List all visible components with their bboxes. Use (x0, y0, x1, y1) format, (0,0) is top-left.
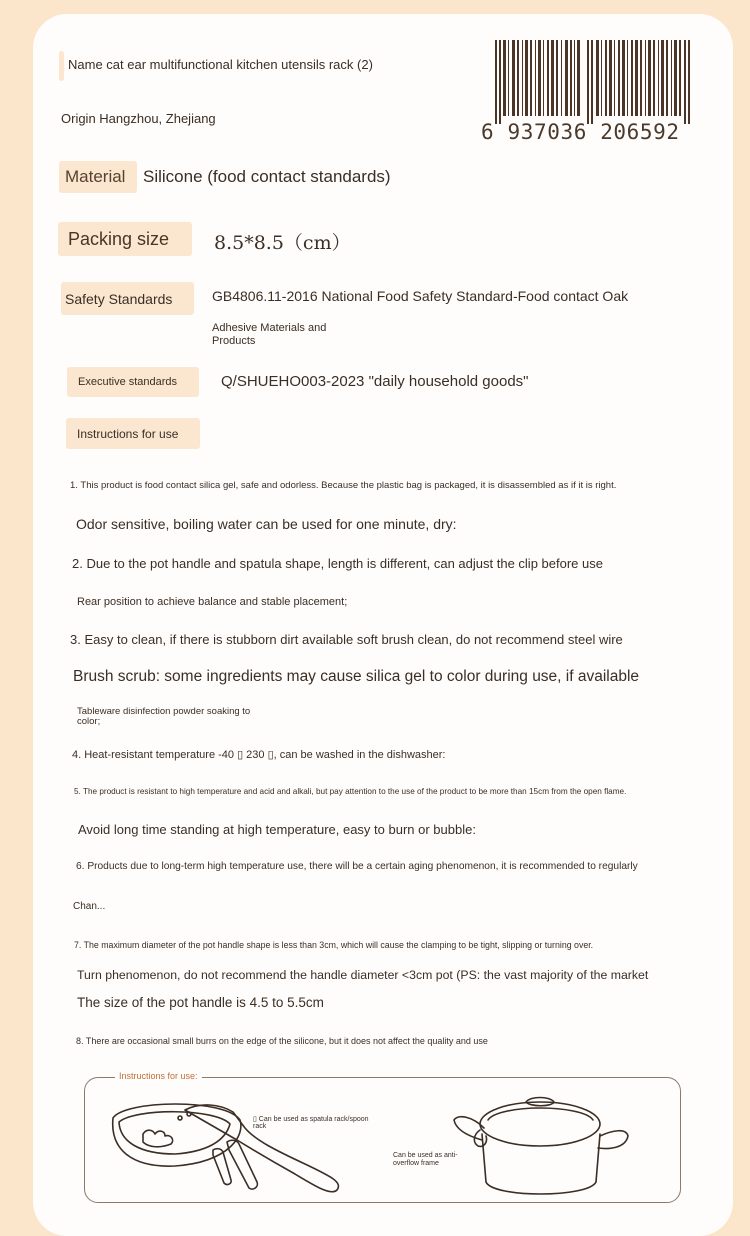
instruction-line-5: 3. Easy to clean, if there is stubborn dirt available soft brush clean, do not recommend steel wire (70, 632, 623, 647)
instruction-line-16: 8. There are occasional small burrs on the edge of the silicone, but it does not affect the quality and use (76, 1036, 488, 1046)
instruction-line-8: 4. Heat-resistant temperature -40 ▯ 230 ▯, can be washed in the dishwasher: (72, 749, 446, 761)
usage-caption-1a: ▯ Can be used as spatula rack/spoon (253, 1116, 369, 1123)
instruction-line-7b: color; (77, 716, 101, 727)
product-name: Name cat ear multifunctional kitchen utensils rack (2) (68, 57, 373, 72)
instruction-line-15: The size of the pot handle is 4.5 to 5.5cm (77, 995, 324, 1010)
instruction-line-2: Odor sensitive, boiling water can be used for one minute, dry: (76, 516, 457, 532)
instruction-line-3: 2. Due to the pot handle and spatula shape, length is different, can adjust the clip before use (72, 556, 603, 571)
barcode-image (495, 40, 690, 124)
instruction-line-14: Turn phenomenon, do not recommend the handle diameter <3cm pot (PS: the vast majority of the market (77, 968, 649, 982)
instruction-line-9: 5. The product is resistant to high temperature and acid and alkali, but pay attention to the use of the product to be more than 15cm from the open flame. (74, 787, 627, 796)
barcode-number: 6 937036 206592 (481, 120, 680, 144)
instruction-line-4: Rear position to achieve balance and stable placement; (77, 596, 348, 608)
packing-label-tag (58, 222, 192, 256)
info-card (33, 14, 733, 1236)
instruction-line-13: 7. The maximum diameter of the pot handle shape is less than 3cm, which will cause the clamping to be tight, slipping or turning over. (74, 940, 594, 950)
safety-value-line3: Products (212, 335, 256, 347)
safety-label: Safety Standards (65, 290, 173, 307)
packing-value: 8.5*8.5（cm） (214, 232, 351, 254)
instruction-line-12: Chan... (73, 901, 106, 912)
instruction-line-7a: Tableware disinfection powder soaking to (77, 706, 251, 717)
instructions-label-tag (66, 418, 200, 449)
usage-caption-2a: Can be used as anti- (393, 1152, 458, 1159)
usage-caption-2b: overflow frame (393, 1160, 439, 1167)
material-label: Material (65, 167, 126, 186)
executive-value: Q/SHUEHO003-2023 "daily household goods" (221, 373, 529, 390)
usage-caption-1b: rack (253, 1123, 267, 1130)
executive-label-tag (67, 367, 199, 397)
safety-value: GB4806.11-2016 National Food Safety Standard-Food contact Oak (212, 288, 629, 304)
instruction-line-11: 6. Products due to long-term high temperature use, there will be a certain aging phenomenon, it is recommended to regularly (76, 861, 638, 872)
instruction-line-6: Brush scrub: some ingredients may cause silica gel to color during use, if available (73, 668, 640, 685)
pan-with-spatula-illustration (105, 1090, 350, 1202)
instruction-line-1: 1. This product is food contact silica gel, safe and odorless. Because the plastic bag is packaged, it is disassembled as if it is right. (70, 480, 617, 491)
safety-label-tag (61, 282, 194, 315)
instructions-label: Instructions for use (77, 426, 179, 441)
safety-value-line2: Adhesive Materials and (212, 322, 327, 334)
material-value: Silicone (food contact standards) (143, 167, 391, 186)
pot-with-lid-illustration (448, 1090, 633, 1200)
executive-label: Executive standards (78, 376, 178, 388)
usage-box-title: Instructions for use: (115, 1071, 202, 1081)
product-origin: Origin Hangzhou, Zhejiang (61, 111, 216, 126)
packing-label: Packing size (68, 228, 170, 249)
instruction-line-10: Avoid long time standing at high temperature, easy to burn or bubble: (78, 822, 476, 837)
name-tag (59, 51, 64, 81)
material-label-tag (59, 161, 137, 193)
